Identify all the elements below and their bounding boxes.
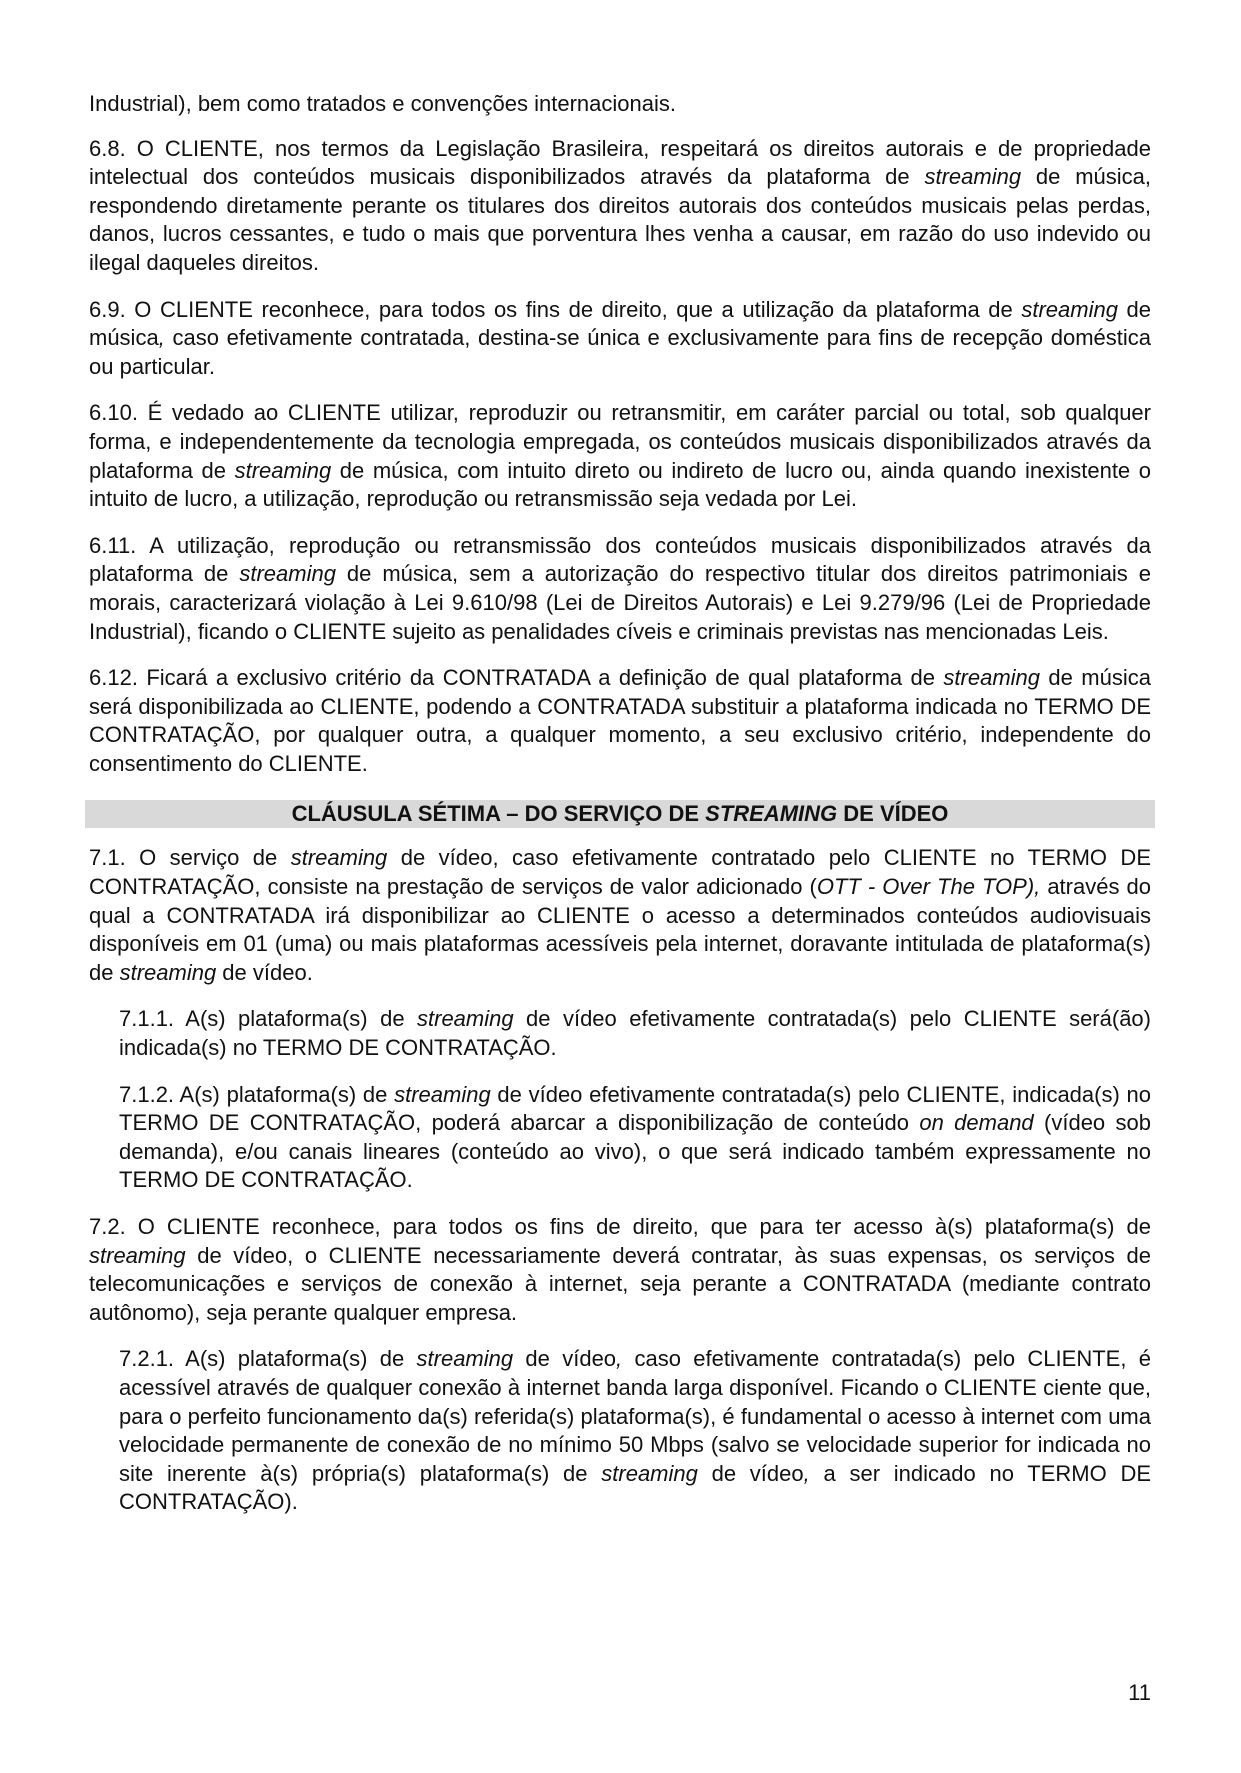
text-run: 7.1.1. A(s) plataforma(s) de — [119, 1006, 417, 1032]
text-run: de música — [89, 296, 1151, 351]
italic-term: streaming — [417, 1006, 514, 1032]
paragraph-p610 — [89, 399, 1151, 513]
page-number: 11 — [1128, 1680, 1151, 1705]
text-run: caso efetivamente contratada, destina-se única e exclusivamente para fins de recepção doméstica ou particular. — [89, 325, 1151, 379]
paragraph-p71 — [89, 844, 1151, 987]
italic-term: streaming — [234, 457, 332, 483]
text-run: 7.2.1. A(s) plataforma(s) de — [119, 1346, 417, 1372]
text-run: de vídeo, o CLIENTE necessariamente deverá contratar, às suas expensas, os serviços de telecomunicações e serviços de conexão à internet, seja perante a CONTRATADA (mediante contrato autônomo), seja perante qualquer empresa. — [89, 1242, 1151, 1325]
text-run: a ser indicado no TERMO DE CONTRATAÇÃO). — [119, 1460, 1152, 1515]
italic-term: streaming — [601, 1460, 698, 1486]
clause-six-section — [89, 90, 1151, 778]
text-run: de vídeo efetivamente contratada(s) pelo CLIENTE, indicada(s) no TERMO DE CONTRATAÇÃO, poderá abarcar a disponibilização de conteúdo — [119, 1081, 1151, 1136]
text-run: de vídeo. — [216, 959, 313, 985]
paragraph-p68 — [89, 135, 1151, 278]
text-run: de vídeo — [513, 1346, 617, 1372]
paragraph-p711 — [119, 1005, 1151, 1062]
text-run: DE VÍDEO — [837, 801, 949, 827]
text-run: de vídeo — [697, 1460, 804, 1486]
text-run: de música, sem a autorização do respectivo titular dos direitos patrimoniais e morais, caracterizará violação à Lei 9.610/98 (Lei de Direitos Autorais) e Lei 9.279/96 (Lei de Propriedade Industrial), ficando o CLIENTE sujeito as penalidades cíveis e criminais previstas nas mencionadas Leis. — [89, 561, 1152, 644]
text-run: 6.10. É vedado ao CLIENTE utilizar, reproduzir ou retransmitir, em caráter parcial ou total, sob qualquer forma, e independentemente da tecnologia empregada, os conteúdos musicais disponibilizados através da plataforma de — [89, 400, 1151, 483]
italic-term: , — [803, 1460, 810, 1486]
paragraph-p721 — [119, 1345, 1151, 1517]
text-run: CLÁUSULA SÉTIMA – DO SERVIÇO DE — [291, 801, 706, 827]
italic-term: streaming — [394, 1081, 491, 1107]
clause-seven-section — [89, 844, 1151, 1516]
text-run: 7.2. O CLIENTE reconhece, para todos os fins de direito, que para ter acesso à(s) plataforma(s) de — [89, 1214, 1151, 1239]
text-run: 6.8. O CLIENTE, nos termos da Legislação Brasileira, respeitará os direitos autorais e de propriedade intelectual dos conteúdos musicais disponibilizados através da plataforma de — [89, 135, 1151, 190]
clause-seven-heading — [85, 800, 1155, 828]
italic-term: on demand — [919, 1110, 1034, 1136]
italic-term: streaming — [416, 1346, 514, 1372]
paragraph-p0 — [89, 90, 1151, 119]
text-run: 7.1.2. A(s) plataforma(s) de — [119, 1081, 395, 1107]
italic-term: OTT - Over The TOP), — [816, 874, 1041, 900]
italic-term: streaming — [239, 561, 336, 587]
text-run: 7.1. O serviço de — [89, 845, 291, 871]
text-run: através do qual a CONTRATADA irá disponibilizar ao CLIENTE o acesso a determinados conteúdos audiovisuais disponíveis em 01 (uma) ou mais plataformas acessíveis pela internet, doravante intitulada de plataforma(s) de — [89, 874, 1151, 985]
text-run: 6.9. O CLIENTE reconhece, para todos os fins de direito, que a utilização da plataforma de — [89, 296, 1022, 322]
italic-term: streaming — [119, 959, 217, 985]
italic-term: streaming — [290, 845, 388, 871]
italic-term: STREAMING — [705, 801, 838, 827]
text-run: caso efetivamente contratada(s) pelo CLIENTE, é acessível através de qualquer conexão à internet banda larga disponível. Ficando o CLIENTE ciente que, para o perfeito funcionamento da(s) referida(s) plataforma(s), é fundamental o acesso à internet com uma velocidade permanente de conexão de no mínimo 50 Mbps (salvo se velocidade superior for indicada no site inerente à(s) própria(s) plataforma(s) de — [119, 1346, 1152, 1486]
italic-term: streaming — [1021, 296, 1118, 322]
text-run: de vídeo efetivamente contratada(s) pelo CLIENTE será(ão) indicada(s) no TERMO DE CONTRATAÇÃO. — [119, 1006, 1151, 1061]
italic-term: streaming — [943, 665, 1041, 691]
text-run: de música, respondendo diretamente perante os titulares dos direitos autorais dos conteúdos musicais pelas perdas, danos, lucros cessantes, e tudo o mais que porventura lhes venha a causar, em razão do uso indevido ou ilegal daqueles direitos. — [89, 164, 1151, 275]
text-run: 6.12. Ficará a exclusivo critério da CONTRATADA a definição de qual plataforma de — [89, 665, 944, 691]
paragraph-p612 — [89, 664, 1151, 778]
italic-term: , — [616, 1346, 623, 1372]
text-run: 6.11. A utilização, reprodução ou retransmissão dos conteúdos musicais disponibilizados através da plataforma de — [89, 532, 1151, 587]
text-run: de música será disponibilizada ao CLIENTE, podendo a CONTRATADA substituir a plataforma indicada no TERMO DE CONTRATAÇÃO, por qualquer outra, a qualquer momento, a seu exclusivo critério, independente do consentimento do CLIENTE. — [89, 665, 1151, 776]
text-run: (vídeo sob demanda), e/ou canais lineares (conteúdo ao vivo), o que será indicado também expressamente no TERMO DE CONTRATAÇÃO. — [119, 1110, 1151, 1193]
italic-term: streaming — [89, 1242, 186, 1268]
text-run: de vídeo, caso efetivamente contratado pelo CLIENTE no TERMO DE CONTRATAÇÃO, consiste na prestação de serviços de valor adicionado ( — [89, 845, 1151, 900]
paragraph-p712 — [119, 1081, 1151, 1195]
paragraph-p69 — [89, 296, 1151, 382]
text-run: Industrial), bem como tratados e convenções internacionais. — [89, 91, 676, 116]
italic-term: streaming — [924, 164, 1022, 190]
italic-term: , — [158, 325, 165, 351]
paragraph-p72 — [89, 1213, 1151, 1327]
paragraph-p611 — [89, 532, 1151, 646]
text-run: de música, com intuito direto ou indireto de lucro ou, ainda quando inexistente o intuito de lucro, a utilização, reprodução ou retransmissão seja vedada por Lei. — [89, 457, 1151, 512]
